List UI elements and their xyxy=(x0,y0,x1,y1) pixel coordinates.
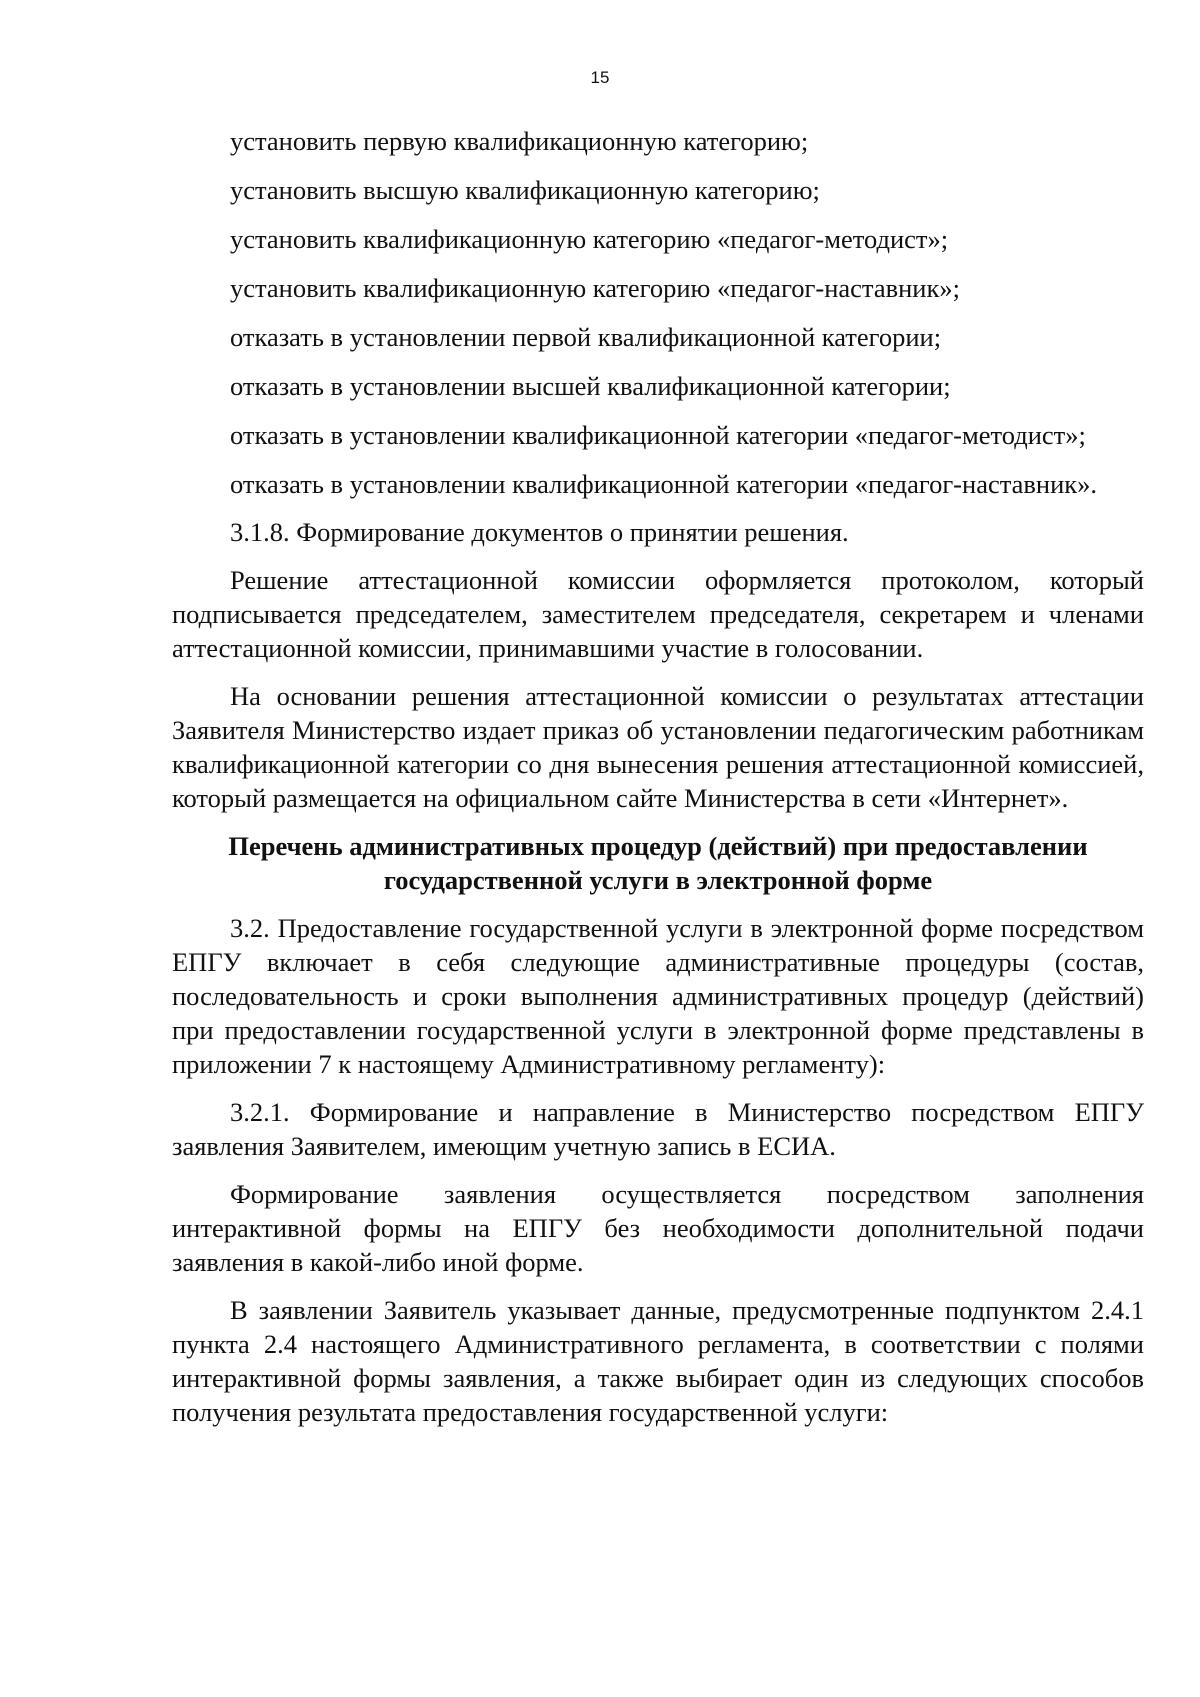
decision-option: установить квалификационную категорию «педагог-методист»; xyxy=(230,224,949,254)
decision-option-last: отказать в установлении квалификационной категории «педагог-наставник». xyxy=(230,469,1098,499)
decision-option: отказать в установлении высшей квалификационной категории; xyxy=(230,371,951,401)
paragraph-3-2-1: 3.2.1. Формирование и направление в Министерство посредством ЕПГУ заявления Заявителем, имеющим учетную запись в ЕСИА. xyxy=(172,1097,1144,1161)
paragraph-3-2: 3.2. Предоставление государственной услуги в электронной форме посредством ЕПГУ включает в себя следующие административные процедуры (состав, последовательность и сроки выполнения административных процедур (действий) при предоставлении государственной услуги в электронной форме представлены в приложении 7 к настоящему Административному регламенту): xyxy=(172,913,1144,1079)
decision-option: установить первую квалификационную категорию; xyxy=(230,126,809,156)
section-heading-line2: государственной услуги в электронной форме xyxy=(383,865,933,895)
decision-option: отказать в установлении квалификационной категории «педагог-методист»; xyxy=(230,420,1086,450)
section-heading xyxy=(172,829,1144,897)
decision-option: отказать в установлении первой квалификационной категории; xyxy=(230,322,942,352)
paragraph-protocol: Решение аттестационной комиссии оформляется протоколом, который подписывается председателем, заместителем председателя, секретарем и членами аттестационной комиссии, принимавшими участие в голосовании. xyxy=(172,565,1144,663)
paragraph-3-1-8: 3.1.8. Формирование документов о принятии решения. xyxy=(230,517,849,547)
document-body xyxy=(172,124,1144,1443)
section-heading-line1: Перечень административных процедур (действий) при предоставлении xyxy=(228,831,1088,861)
paragraph-form-filling: Формирование заявления осуществляется посредством заполнения интерактивной формы на ЕПГУ без необходимости дополнительной подачи заявления в какой-либо иной форме. xyxy=(172,1179,1144,1277)
paragraph-applicant-data: В заявлении Заявитель указывает данные, предусмотренные подпунктом 2.4.1 пункта 2.4 настоящего Административного регламента, в соответствии с полями интерактивной формы заявления, а также выбирает один из следующих способов получения результата предоставления государственной услуги: xyxy=(172,1295,1144,1427)
page-number: 15 xyxy=(590,68,610,87)
decision-option: установить высшую квалификационную категорию; xyxy=(230,175,820,205)
paragraph-order: На основании решения аттестационной комиссии о результатах аттестации Заявителя Министерство издает приказ об установлении педагогическим работникам квалификационной категории со дня вынесения решения аттестационной комиссией, который размещается на официальном сайте Министерства в сети «Интернет». xyxy=(172,681,1144,813)
decision-option: установить квалификационную категорию «педагог-наставник»; xyxy=(230,273,960,303)
